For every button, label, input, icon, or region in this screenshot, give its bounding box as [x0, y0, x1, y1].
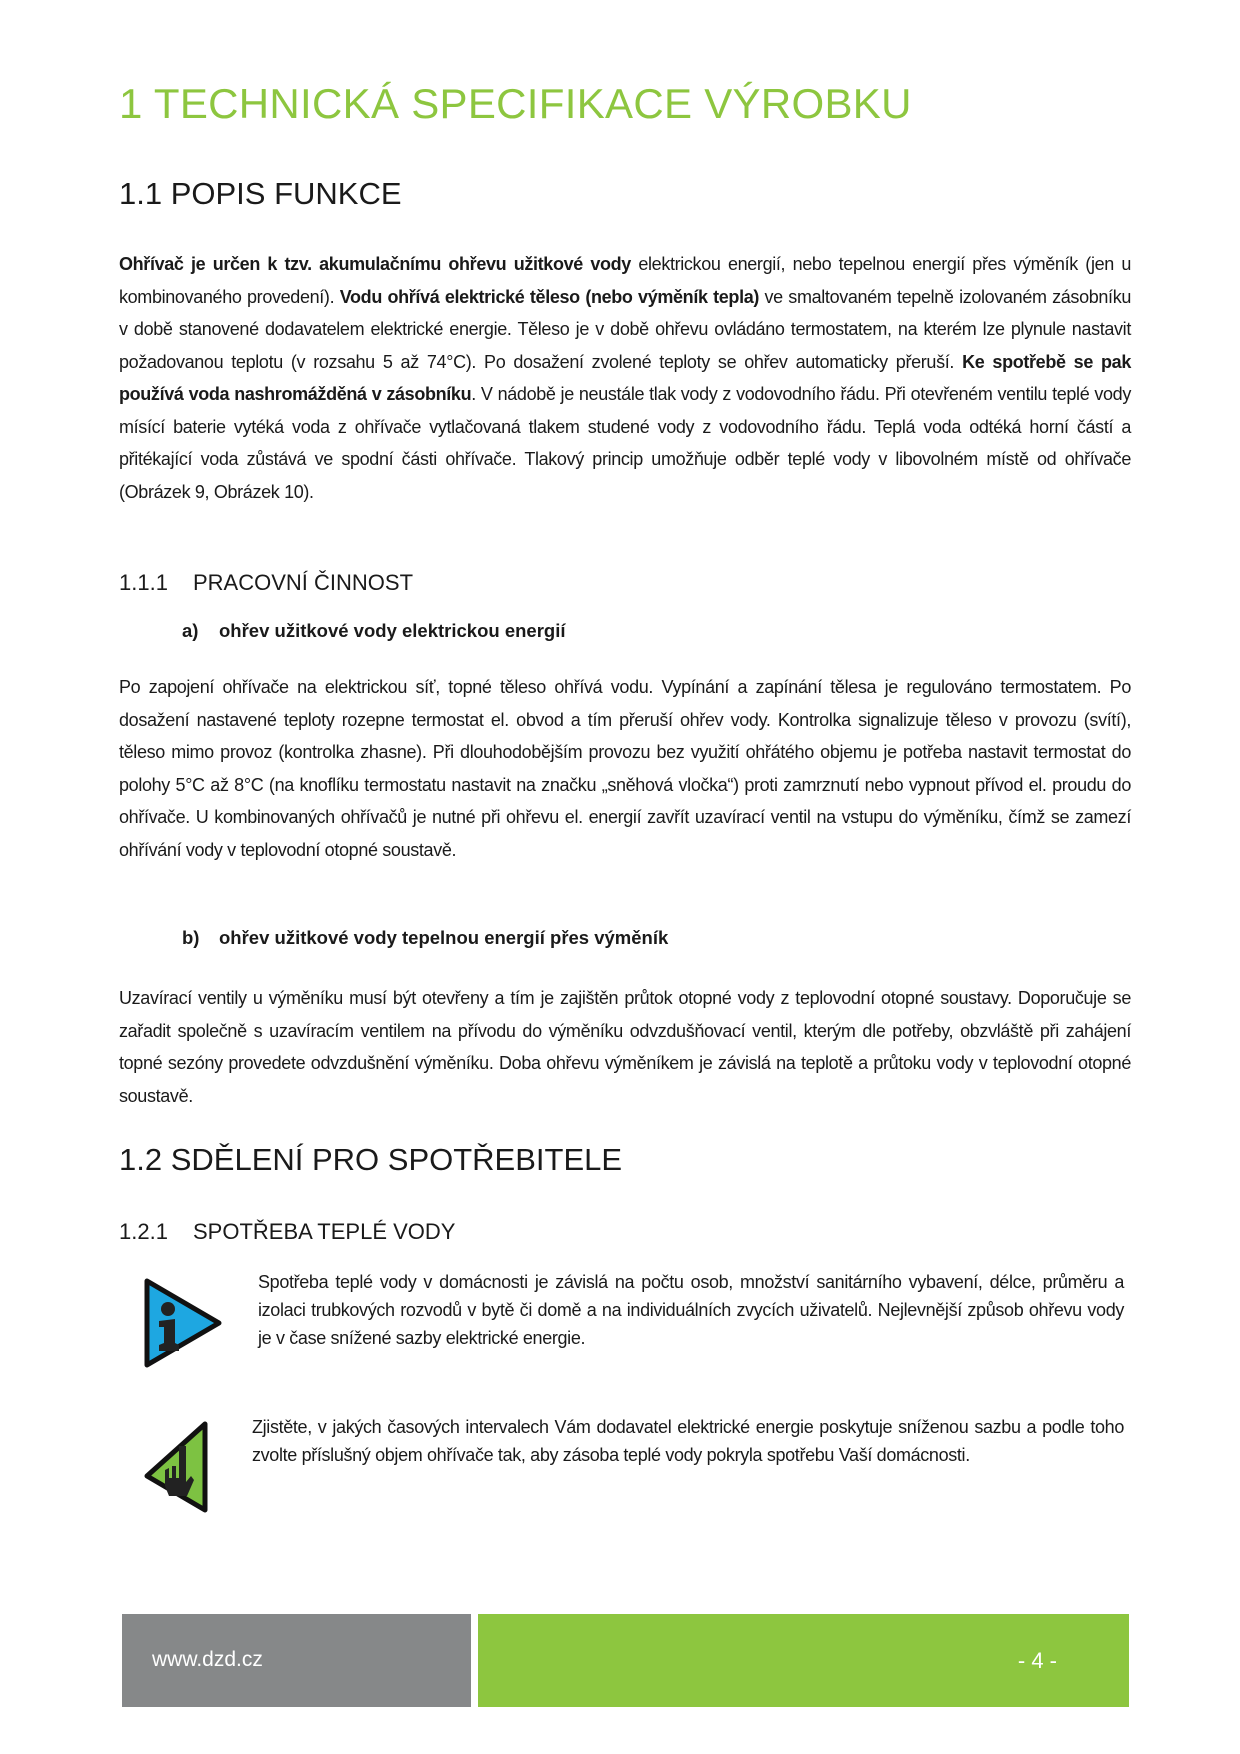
- info-icon: [141, 1277, 223, 1369]
- footer-page-bar: [478, 1614, 1129, 1707]
- paragraph-electric-heating: Po zapojení ohřívače na elektrickou síť, topné těleso ohřívá vodu. Vypínání a zapínání tělesa je regulováno termostatem. Po dosažení nastavené teploty rozepne termostat el. obvod a tím přeruší ohřev vody. Kontrolka signalizuje těleso v provozu (svítí), těleso mimo provoz (kontrolka zhasne). Při dlouhodobějším provozu bez využití ohřátého objemu je potřeba nastavit termostat do polohy 5°C až 8°C (na knoflíku termostatu nastavit na značku „sněhová vločka“) proti zamrznutí nebo vypnout přívod el. proudu do ohřívače. U kombinovaných ohřívačů je nutné při ohřevu el. energií zavřít uzavírací ventil na vstupu do výměníku, čímž se zamezí ohřívání vody v teplovodní otopné soustavě.: [119, 677, 1131, 860]
- subsection-marker: b): [182, 927, 200, 948]
- footer-website-link[interactable]: www.dzd.cz: [152, 1648, 263, 1671]
- subsection-label: ohřev užitkové vody tepelnou energií přes výměník: [219, 927, 669, 948]
- paragraph-exchanger-heating: Uzavírací ventily u výměníku musí být otevřeny a tím je zajištěn průtok otopné vody z teplovodní otopné soustavy. Doporučuje se zařadit společně s uzavíracím ventilem na přívodu do výměníku odvzdušňovací ventil, kterým dle potřeby, obzvláště při zahájení topné sezóny provedete odvzdušnění výměníku. Doba ohřevu výměníkem je závislá na teplotě a průtoku vody v teplovodní otopné soustavě.: [119, 988, 1131, 1106]
- section-title-1-2: 1.2 SDĚLENÍ PRO SPOTŘEBITELE: [119, 1142, 623, 1177]
- section-title-1-1-1: [119, 570, 413, 596]
- subsection-marker: a): [182, 620, 199, 641]
- section-title-1-1: 1.1 POPIS FUNKCE: [119, 176, 402, 211]
- chapter-title: 1 TECHNICKÁ SPECIFIKACE VÝROBKU: [119, 80, 912, 127]
- section-label: PRACOVNÍ ČINNOST: [193, 570, 414, 595]
- bold-text: Vodu ohřívá elektrické těleso (nebo výměník tepla): [339, 286, 760, 307]
- footer-website-bar: [122, 1614, 471, 1707]
- section-number: 1.2.1: [119, 1219, 168, 1244]
- bold-text: Ohřívač je určen k tzv. akumulačnímu ohřevu užitkové vody: [119, 254, 631, 274]
- text: elektrickou energií, nebo tepelnou energií přes výměník (jen u kombinovaného provedení).: [119, 254, 1131, 307]
- paragraph-function-description: [119, 248, 1131, 508]
- subsection-a: [182, 620, 565, 642]
- text: . V nádobě je neustále tlak vody z vodovodního řádu. Při otevřeném ventilu teplé vody mísící baterie vytéká voda z ohřívače vytlačovaná tlakem studené vody z vodovodního řádu. Teplá voda odtéká horní částí a přitékající voda zůstává ve spodní části ohřívače. Tlakový princip umožňuje odběr teplé vody v libovolném místě od ohřívače (Obrázek 9, Obrázek 10).: [119, 384, 1131, 502]
- section-title-1-2-1: [119, 1219, 455, 1245]
- section-number: 1.1.1: [119, 570, 168, 595]
- subsection-label: ohřev užitkové vody elektrickou energií: [219, 620, 566, 641]
- note-hot-water-consumption: Spotřeba teplé vody v domácnosti je závislá na počtu osob, množství sanitárního vybavení, délce, průměru a izolaci trubkových rozvodů v bytě či domě a na individuálních zvycích uživatelů. Nejlevnější způsob ohřevu vody je v čase snížené sazby elektrické energie.: [258, 1272, 1124, 1348]
- page-number: - 4 -: [1017, 1648, 1057, 1673]
- note-reduced-tariff-tip: Zjistěte, v jakých časových intervalech Vám dodavatel elektrické energie poskytuje sníženou sazbu a podle toho zvolte příslušný objem ohřívače tak, aby zásoba teplé vody pokryla spotřebu Vaší domácnosti.: [252, 1417, 1124, 1465]
- hand-tip-icon: [139, 1420, 215, 1514]
- subsection-b: [182, 927, 668, 949]
- text: ve smaltovaném tepelně izolovaném zásobníku v době stanovené dodavatelem elektrické energie. Těleso je v době ohřevu ovládáno termostatem, na kterém lze plynule nastavit požadovanou teplotu (v rozsahu 5 až 74°C). Po dosažení zvolené teploty se ohřev automaticky přeruší.: [119, 286, 1132, 372]
- bold-text: Ke spotřebě se pak používá voda nashromážděná v zásobníku: [119, 351, 1131, 404]
- section-label: SPOTŘEBA TEPLÉ VODY: [193, 1219, 456, 1244]
